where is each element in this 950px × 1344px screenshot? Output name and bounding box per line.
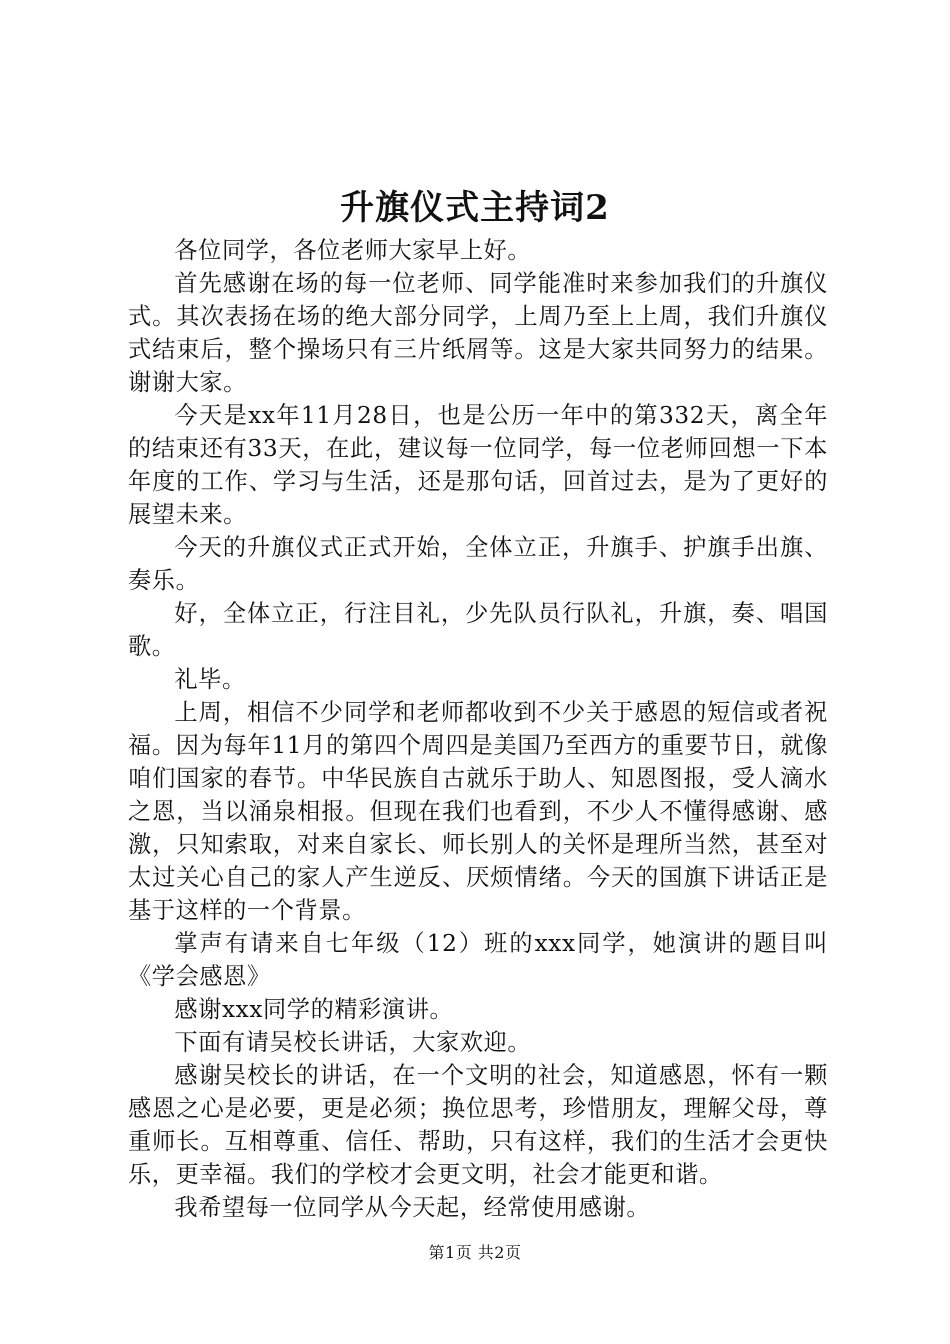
paragraph-anthem: 好，全体立正，行注目礼，少先队员行队礼，升旗，奏、唱国歌。 xyxy=(128,600,828,660)
paragraph-salute-end: 礼毕。 xyxy=(174,666,246,693)
paragraph-greeting: 各位同学，各位老师大家早上好。 xyxy=(174,237,532,264)
document-title: 升旗仪式主持词2 xyxy=(340,188,610,228)
document-body xyxy=(128,234,828,1224)
paragraph-speech-thanks: 感谢xxx同学的精彩演讲。 xyxy=(174,996,454,1023)
page-footer: 第1页 共2页 xyxy=(428,1243,522,1262)
paragraph-principal-invite: 下面有请吴校长讲话，大家欢迎。 xyxy=(174,1029,532,1056)
paragraph-principal-thanks: 感谢吴校长的讲话，在一个文明的社会，知道感恩，怀有一颗感恩之心是必要，更是必须；换位思考，珍惜朋友，理解父母，尊重师长。互相尊重、信任、帮助，只有这样，我们的生活才会更快乐，更幸福。我们的学校才会更文明，社会才能更和谐。 xyxy=(128,1062,828,1188)
paragraph-speech-invite: 掌声有请来自七年级（12）班的xxx同学，她演讲的题目叫《学会感恩》 xyxy=(128,930,828,990)
paragraph-thanks: 首先感谢在场的每一位老师、同学能准时来参加我们的升旗仪式。其次表扬在场的绝大部分同学，上周乃至上上周，我们升旗仪式结束后，整个操场只有三片纸屑等。这是大家共同努力的结果。谢谢大家。 xyxy=(128,270,828,396)
paragraph-thanksgiving-background: 上周，相信不少同学和老师都收到不少关于感恩的短信或者祝福。因为每年11月的第四个周四是美国乃至西方的重要节日，就像咱们国家的春节。中华民族自古就乐于助人、知恩图报，受人滴水之恩，当以涌泉相报。但现在我们也看到，不少人不懂得感谢、感激，只知索取，对来自家长、师长别人的关怀是理所当然，甚至对太过关心自己的家人产生逆反、厌烦情绪。今天的国旗下讲话正是基于这样的一个背景。 xyxy=(128,699,828,924)
paragraph-ceremony-start: 今天的升旗仪式正式开始，全体立正，升旗手、护旗手出旗、奏乐。 xyxy=(128,534,828,594)
paragraph-closing: 我希望每一位同学从今天起，经常使用感谢。 xyxy=(174,1194,651,1221)
paragraph-date: 今天是xx年11月28日，也是公历一年中的第332天，离全年的结束还有33天，在此，建议每一位同学，每一位老师回想一下本年度的工作、学习与生活，还是那句话，回首过去，是为了更好的展望未来。 xyxy=(128,402,828,528)
